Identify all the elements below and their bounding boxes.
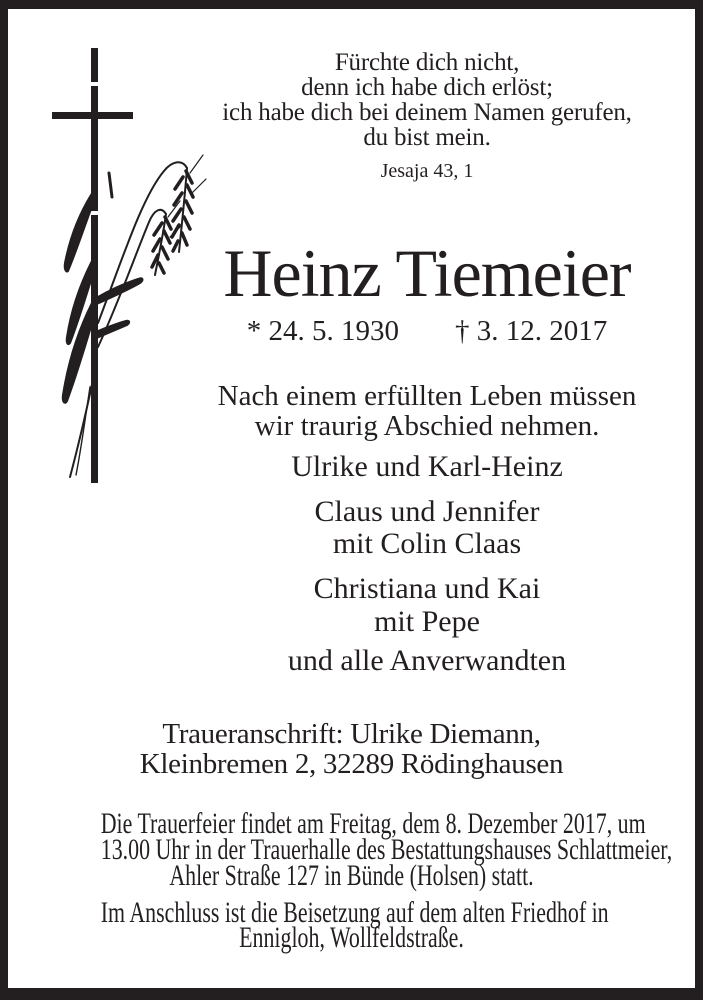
life-dates	[165, 317, 689, 346]
service-line-1: Die Trauerfeier findet am Freitag, dem 8. Dezember 2017, um	[100, 807, 646, 840]
mourner-line: mit Pepe	[374, 605, 480, 638]
address-line-2: Kleinbremen 2, 32289 Rödinghausen	[139, 748, 564, 780]
mourning-address	[8, 719, 695, 779]
mourner-group-4	[165, 645, 689, 677]
quote-line-2: denn ich habe dich erlöst;	[301, 74, 553, 101]
mourner-line: Claus und Jennifer	[314, 495, 540, 528]
mourner-group-1	[165, 451, 689, 483]
farewell-text	[165, 381, 689, 441]
address-line-1: Traueranschrift: Ulrike Diemann,	[162, 718, 541, 750]
burial-line-2: Ennigloh, Wollfeldstraße.	[239, 921, 464, 954]
mourner-line: und alle Anverwandten	[287, 644, 567, 677]
birth-date: * 24. 5. 1930	[246, 315, 399, 347]
mourner-line: mit Colin Claas	[332, 527, 522, 560]
mourner-group-2	[165, 496, 689, 560]
burial-line-1: Im Anschluss ist die Beisetzung auf dem alten Friedhof in	[100, 896, 609, 929]
mourner-line: Ulrike und Karl-Heinz	[291, 450, 563, 483]
funeral-service-info	[8, 807, 695, 892]
burial-info	[8, 896, 695, 954]
quote-line-1: Fürchte dich nicht,	[334, 49, 520, 76]
quote-line-3: ich habe dich bei deinem Namen gerufen,	[222, 99, 632, 126]
notice-inner	[8, 9, 695, 988]
death-date: † 3. 12. 2017	[455, 315, 608, 347]
service-line-2: 13.00 Uhr in der Trauerhalle des Bestattungshauses Schlattmeier,	[100, 833, 673, 866]
quote-source: Jesaja 43, 1	[380, 160, 474, 182]
quote-line-4: du bist mein.	[363, 124, 491, 151]
service-line-3: Ahler Straße 127 in Bünde (Holsen) statt.	[169, 859, 534, 892]
mourner-group-3	[165, 572, 689, 638]
farewell-line-2: wir traurig Abschied nehmen.	[254, 410, 600, 442]
farewell-line-1: Nach einem erfüllten Leben müssen	[217, 380, 637, 412]
scripture-quote	[165, 50, 689, 150]
deceased-name: Heinz Tiemeier	[223, 235, 631, 311]
mourner-line: Christiana und Kai	[313, 572, 541, 605]
